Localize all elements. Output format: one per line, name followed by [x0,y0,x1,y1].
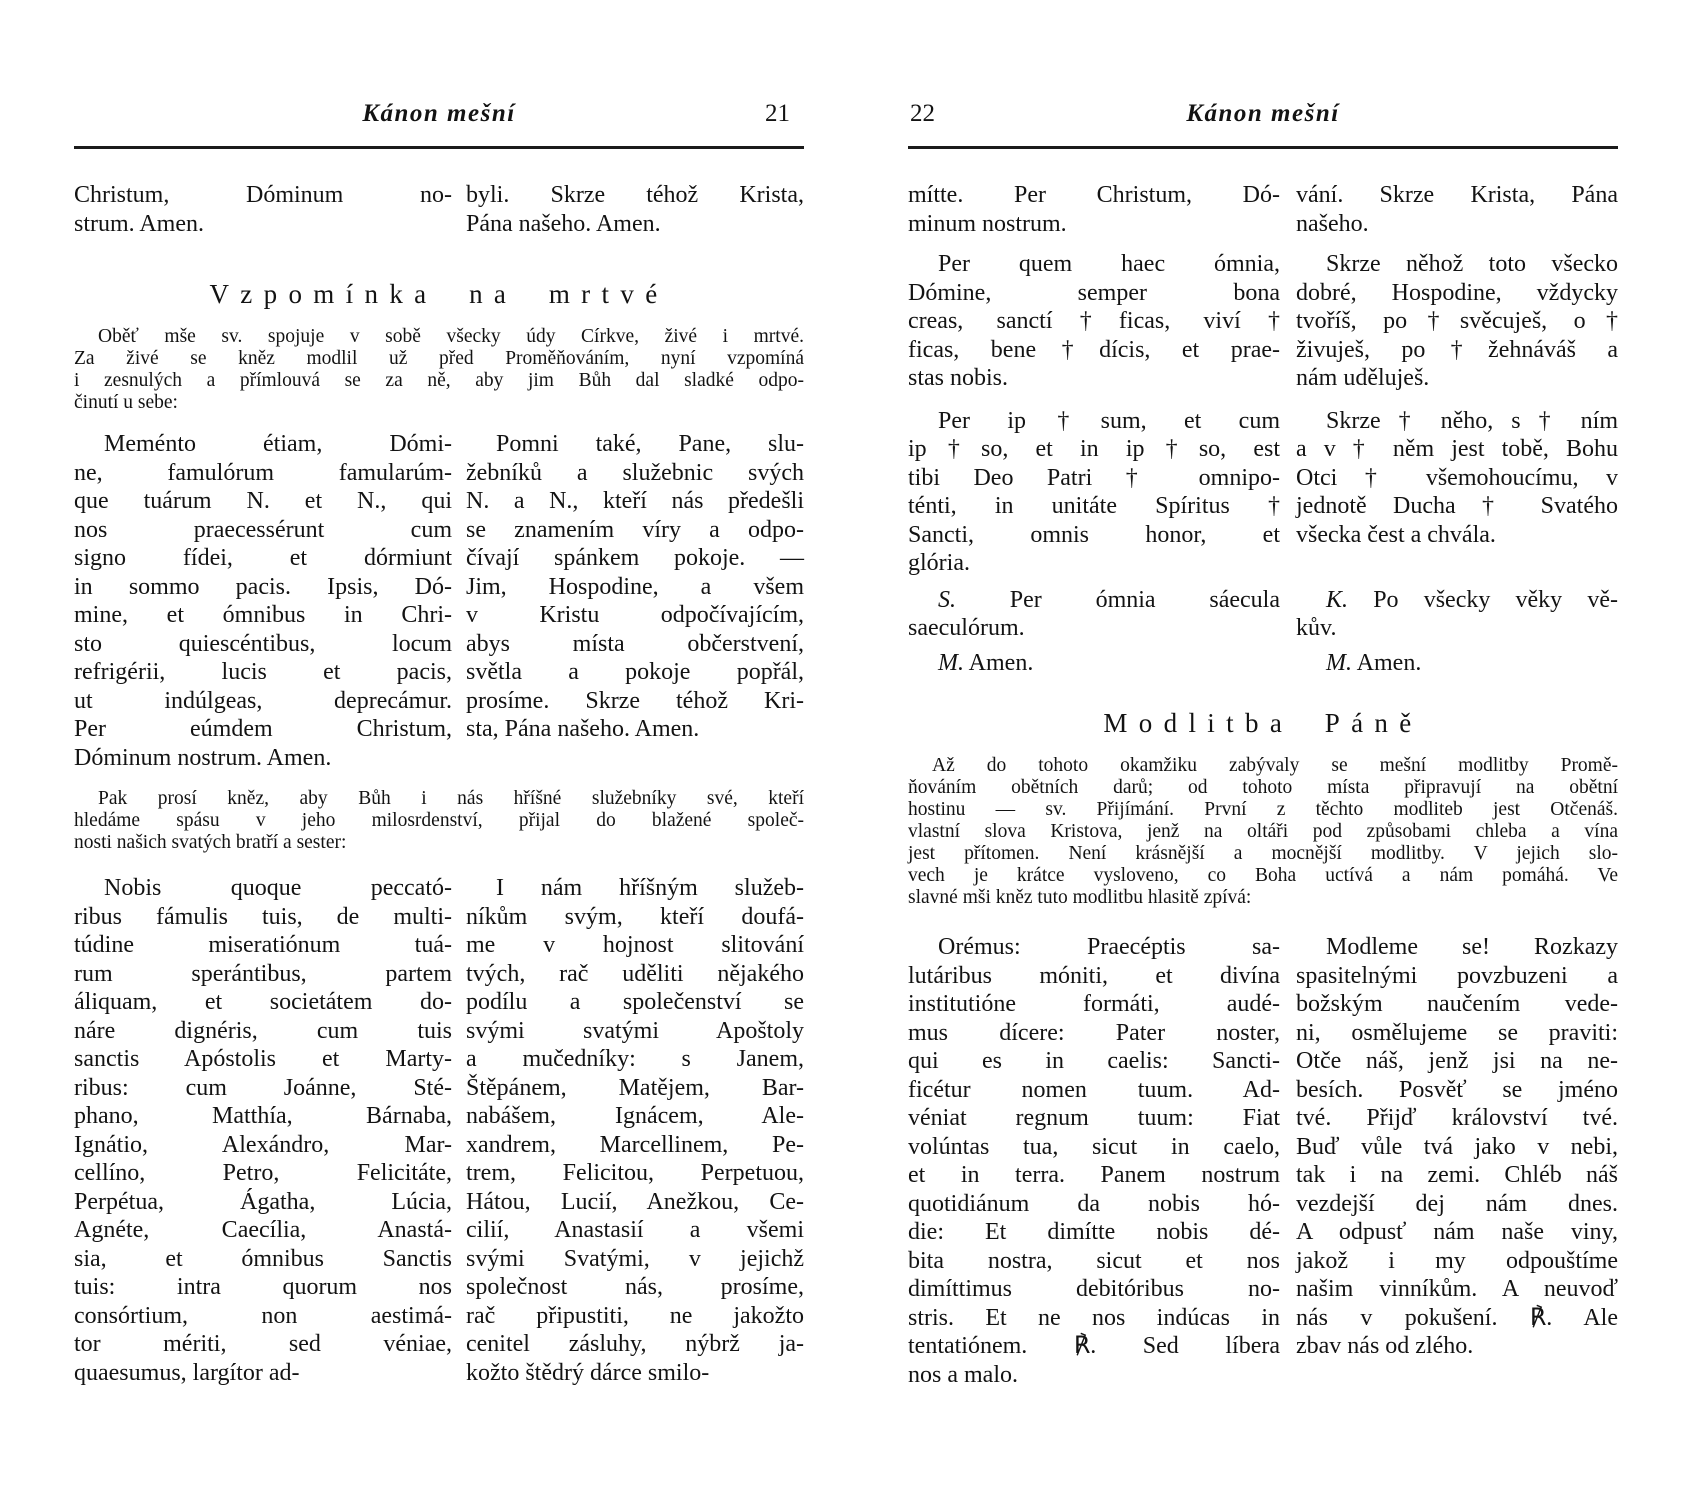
text-line: quotidiánum da nobis hó- [908,1190,1280,1217]
text-line: se znamením víry a odpo- [466,516,804,543]
text-line: stas nobis. [908,365,1009,391]
rubric-note [74,326,804,414]
text-line: nosti našich svatých bratří a sester: [74,832,347,853]
text-line: Buď vůle tvá jako v nebi, [1296,1133,1618,1160]
text-line: in sommo pacis. Ipsis, Dó- [74,573,452,600]
text-line: I nám hříšným služeb- [496,875,804,901]
latin-column [908,649,1280,678]
latin-column [74,874,452,1387]
czech-column [1296,181,1618,238]
per-quem-row [908,250,1618,393]
running-title: Kánon mešní [362,100,516,127]
text-line: vezdejší dej nám dnes. [1296,1190,1618,1217]
czech-column [466,181,804,238]
text-line: Až do tohoto okamžiku zabývaly se mešní modlitby Promě- [932,755,1618,776]
rubric-note [908,755,1618,909]
rubric-note [74,788,804,854]
text-line: Per eúmdem Christum, [74,716,452,742]
text-line: strum. Amen. [74,210,204,237]
text-line: nám uděluješ. [1296,365,1430,391]
page-number: 22 [910,100,935,127]
text-line: jest přítomen. Není krásnější a mocnější modlitby. V jejich slo- [908,843,1618,864]
text-line: společnost nás, prosíme, [466,1274,804,1300]
text-line: rum sperántibus, partem [74,960,452,987]
text-line: que tuárum N. et N., qui [74,488,452,514]
text-line: qui es in caelis: Sancti- [908,1048,1280,1074]
text-line: Meménto étiam, Dómi- [104,431,452,457]
text-line: ribus fámulis tuis, de multi- [74,903,452,930]
header-rule [74,146,804,149]
text-line: Dóminum nostrum. Amen. [74,744,332,771]
text-line: dobré, Hospodine, vždycky [1296,279,1618,306]
text-line: ficas, bene†dícis, et prae- [908,336,1280,363]
text-line: refrigérii, lucis et pacis, [74,659,452,685]
text-line: kožto štědrý dárce smilo- [466,1359,710,1386]
text-line: Štěpánem, Matějem, Bar- [466,1074,804,1101]
text-line: Skrze † něho, s † ním [1326,407,1618,434]
text-line: Za živé se kněz modlil už před Proměňováním, nyní vzpomíná [74,348,804,369]
text-line: tak i na zemi. Chléb náš [1296,1162,1618,1188]
text-line: ňováním obětních darů; od tohoto místa připravují na obětní [908,777,1618,798]
running-title: Kánon mešní [1186,100,1340,127]
text-line: abys místa občerstvení, [466,630,804,657]
text-line: Dómine, semper bona [908,279,1280,306]
text-line: volúntas tua, sicut in caelo, [908,1133,1280,1160]
text-line: N. a N., kteří nás předešli [466,488,804,514]
text-line: mus dícere: Pater noster, [908,1019,1280,1046]
text-line: signo fídei, et dórmiunt [74,545,452,571]
text-line: spasitelnými povzbuzeni a [1296,962,1618,989]
text-line: Hátou, Lucií, Anežkou, Ce- [466,1188,804,1215]
text-line: Skrze něhož toto všecko [1326,251,1618,277]
text-line: quaesumus, largítor ad- [74,1359,300,1386]
text-line: i zesnulých a přímlouvá se za ně, aby jim Bůh dal sladké odpo- [74,370,804,391]
text-line: božským naučením vede- [1296,991,1618,1017]
text-line: A odpusť nám naše viny, [1296,1219,1618,1245]
text-line: čívají spánkem pokoje. — [466,545,804,571]
text-line: Perpétua, Ágatha, Lúcia, [74,1188,452,1215]
text-line: Christum, Dóminum no- [74,182,452,208]
czech-column [1296,933,1618,1361]
text-line: Sancti, omnis honor, et [908,521,1280,548]
text-line: tvé. Přijď království tvé. [1296,1105,1618,1131]
text-line: Pak prosí kněz, aby Bůh i nás hříšné služebníky své, kteří [98,788,804,809]
text-line: nás v pokušení. ℟. Ale [1296,1304,1618,1331]
text-line: hledáme spásu v jeho milosrdenství, přijal do blažené společ- [74,810,804,831]
text-line: jakož i my odpouštíme [1296,1247,1618,1274]
text-line: sto quiescéntibus, locum [74,630,452,657]
czech-column [466,430,804,744]
text-line: creas, sanctí†ficas, viví† [908,308,1280,334]
nobis-row [74,874,804,1387]
versicle-row [908,586,1618,643]
text-line: byli. Skrze téhož Krista, [466,182,804,208]
text-line: cenitel zásluhy, nýbrž ja- [466,1331,804,1357]
text-line: sanctis Apóstolis et Marty- [74,1046,452,1072]
text-line: Pomni také, Pane, slu- [496,431,804,457]
text-line: tibi Deo Patri † omnipo- [908,464,1280,491]
header-rule [908,146,1618,149]
text-line: lutáribus móniti, et divína [908,962,1280,989]
latin-column [74,430,452,772]
text-line: rač připustiti, ne jakožto [466,1302,804,1329]
text-line: Otci † všemohoucímu, v [1296,464,1618,491]
text-line: všecka čest a chvála. [1296,521,1496,548]
text-line: trem, Felicitou, Perpetuou, [466,1160,804,1186]
continuation-row [74,181,804,238]
latin-column [74,181,452,238]
page-number: 21 [765,100,790,127]
text-line: vání. Skrze Krista, Pána [1296,182,1618,208]
text-line: cellíno, Petro, Felicitáte, [74,1160,452,1186]
text-line: živuješ, po†žehnáváš a [1296,336,1618,363]
text-line: našeho. [1296,210,1369,237]
czech-column [1296,586,1618,643]
text-line: K. Po všecky věky vě- [1326,586,1618,613]
text-line: jednotě Ducha † Svatého [1296,493,1618,519]
text-line: svými svatými Apoštoly [466,1017,804,1044]
text-line: prosíme. Skrze téhož Kri- [466,687,804,714]
czech-column [1296,250,1618,393]
text-line: xandrem, Marcellinem, Pe- [466,1131,804,1158]
text-line: a v † něm jest tobě, Bohu [1296,436,1618,462]
text-line: M. Amen. [1326,649,1422,676]
text-line: die: Et dimítte nobis dé- [908,1219,1280,1245]
text-line: kův. [1296,615,1337,641]
book-page-21 [74,0,804,1387]
text-line: Jim, Hospodine, a všem [466,573,804,600]
text-line: ut indúlgeas, deprecámur. [74,687,452,714]
text-line: nabášem, Ignácem, Ale- [466,1103,804,1129]
latin-column [908,586,1280,643]
text-line: ne, famulórum famularúm- [74,459,452,486]
text-line: stris. Et ne nos indúcas in [908,1304,1280,1331]
text-line: tor mériti, sed véniae, [74,1331,452,1357]
text-line: v Kristu odpočívajícím, [466,602,804,628]
text-line: zbav nás od zlého. [1296,1333,1474,1359]
text-line: Pána našeho. Amen. [466,210,661,237]
text-line: slavné mši kněz tuto modlitbu hlasitě zpívá: [908,887,1252,908]
text-line: mítte. Per Christum, Dó- [908,182,1280,208]
text-line: svými Svatými, v jejichž [466,1245,804,1272]
text-line: podílu a společenství se [466,989,804,1015]
text-line: mine, et ómnibus in Chri- [74,602,452,628]
text-line: áliquam, et societátem do- [74,989,452,1015]
latin-column [908,407,1280,578]
text-line: nos praecessérunt cum [74,516,452,543]
text-line: túdine miseratiónum tuá- [74,932,452,958]
text-line: náre dignéris, cum tuis [74,1017,452,1044]
text-line: M. Amen. [938,649,1034,676]
text-line: ribus: cum Joánne, Sté- [74,1074,452,1101]
czech-column [1296,649,1618,678]
text-line: Oběť mše sv. spojuje v sobě všecky údy Církve, živé i mrtvé. [98,326,804,347]
text-line: Agnéte, Caecília, Anastá- [74,1217,452,1243]
text-line: saeculórum. [908,615,1025,641]
text-line: Modleme se! Rozkazy [1326,934,1618,960]
text-line: žebníků a služebnic svých [466,459,804,486]
text-line: consórtium, non aestimá- [74,1302,452,1329]
latin-column [908,933,1280,1389]
text-line: dimíttimus debitóribus no- [908,1276,1280,1302]
text-line: tuis: intra quorum nos [74,1274,452,1300]
latin-column [908,181,1280,238]
section-heading: Modlitba Páně [1103,708,1423,738]
text-line: Otče náš, jenž jsi na ne- [1296,1048,1618,1074]
text-line: bita nostra, sicut et nos [908,1247,1280,1274]
text-line: tvých, rač uděliti nějakého [466,960,804,987]
text-line: véniat regnum tuum: Fiat [908,1105,1280,1131]
text-line: nos a malo. [908,1361,1018,1388]
text-line: tentatiónem. ℟. Sed líbera [908,1333,1280,1359]
text-line: Nobis quoque peccató- [104,875,452,901]
per-ipsum-row [908,407,1618,578]
text-line: minum nostrum. [908,210,1067,237]
text-line: glória. [908,550,970,576]
text-line: Orémus: Praecéptis sa- [938,934,1280,960]
text-line: sia, et ómnibus Sanctis [74,1245,452,1272]
text-line: Per ip†sum, et cum [938,407,1280,434]
text-line: cilií, Anastasií a všemi [466,1217,804,1243]
text-line: ficétur nomen tuum. Ad- [908,1076,1280,1103]
text-line: činutí u sebe: [74,392,178,413]
text-line: našim vinníkům. A neuvoď [1296,1276,1618,1302]
text-line: institutióne formáti, audé- [908,991,1280,1017]
text-line: S. Per ómnia sáecula [938,586,1280,613]
continuation-row [908,181,1618,238]
czech-column [466,874,804,1387]
text-line: Per quem haec ómnia, [938,251,1280,277]
text-line: hostinu — sv. Přijímání. První z těchto modliteb jest Otčenáš. [908,799,1618,820]
text-line: me v hojnost slitování [466,932,804,958]
text-line: a mučedníky: s Janem, [466,1046,804,1072]
czech-column [1296,407,1618,550]
page-header [74,98,804,130]
text-line: níkům svým, kteří doufá- [466,903,804,930]
text-line: vlastní slova Kristova, jenž na oltáři pod způsobami chleba a vína [908,821,1618,842]
latin-column [908,250,1280,393]
text-line: ni, osmělujeme se praviti: [1296,1019,1618,1046]
text-line: světla a pokoje popřál, [466,659,804,685]
oremus-row [908,933,1618,1389]
text-line: ip†so, et in ip†so, est [908,436,1280,462]
page-header [908,98,1618,130]
memento-row [74,430,804,772]
amen-row [908,649,1618,678]
text-line: phano, Matthía, Bárnaba, [74,1103,452,1129]
section-heading: Vzpomínka na mrtvé [209,279,669,309]
text-line: et in terra. Panem nostrum [908,1162,1280,1188]
text-line: tvoříš, po†svěcuješ, o† [1296,308,1618,334]
text-line: vech je krátce vysloveno, co Boha uctívá a nám pomáhá. Ve [908,865,1618,886]
text-line: ténti, in unitáte Spíritus † [908,493,1280,519]
book-page-22 [908,0,1618,1389]
text-line: Ignátio, Alexándro, Mar- [74,1131,452,1158]
text-line: sta, Pána našeho. Amen. [466,716,700,742]
text-line: besích. Posvěť se jméno [1296,1076,1618,1103]
